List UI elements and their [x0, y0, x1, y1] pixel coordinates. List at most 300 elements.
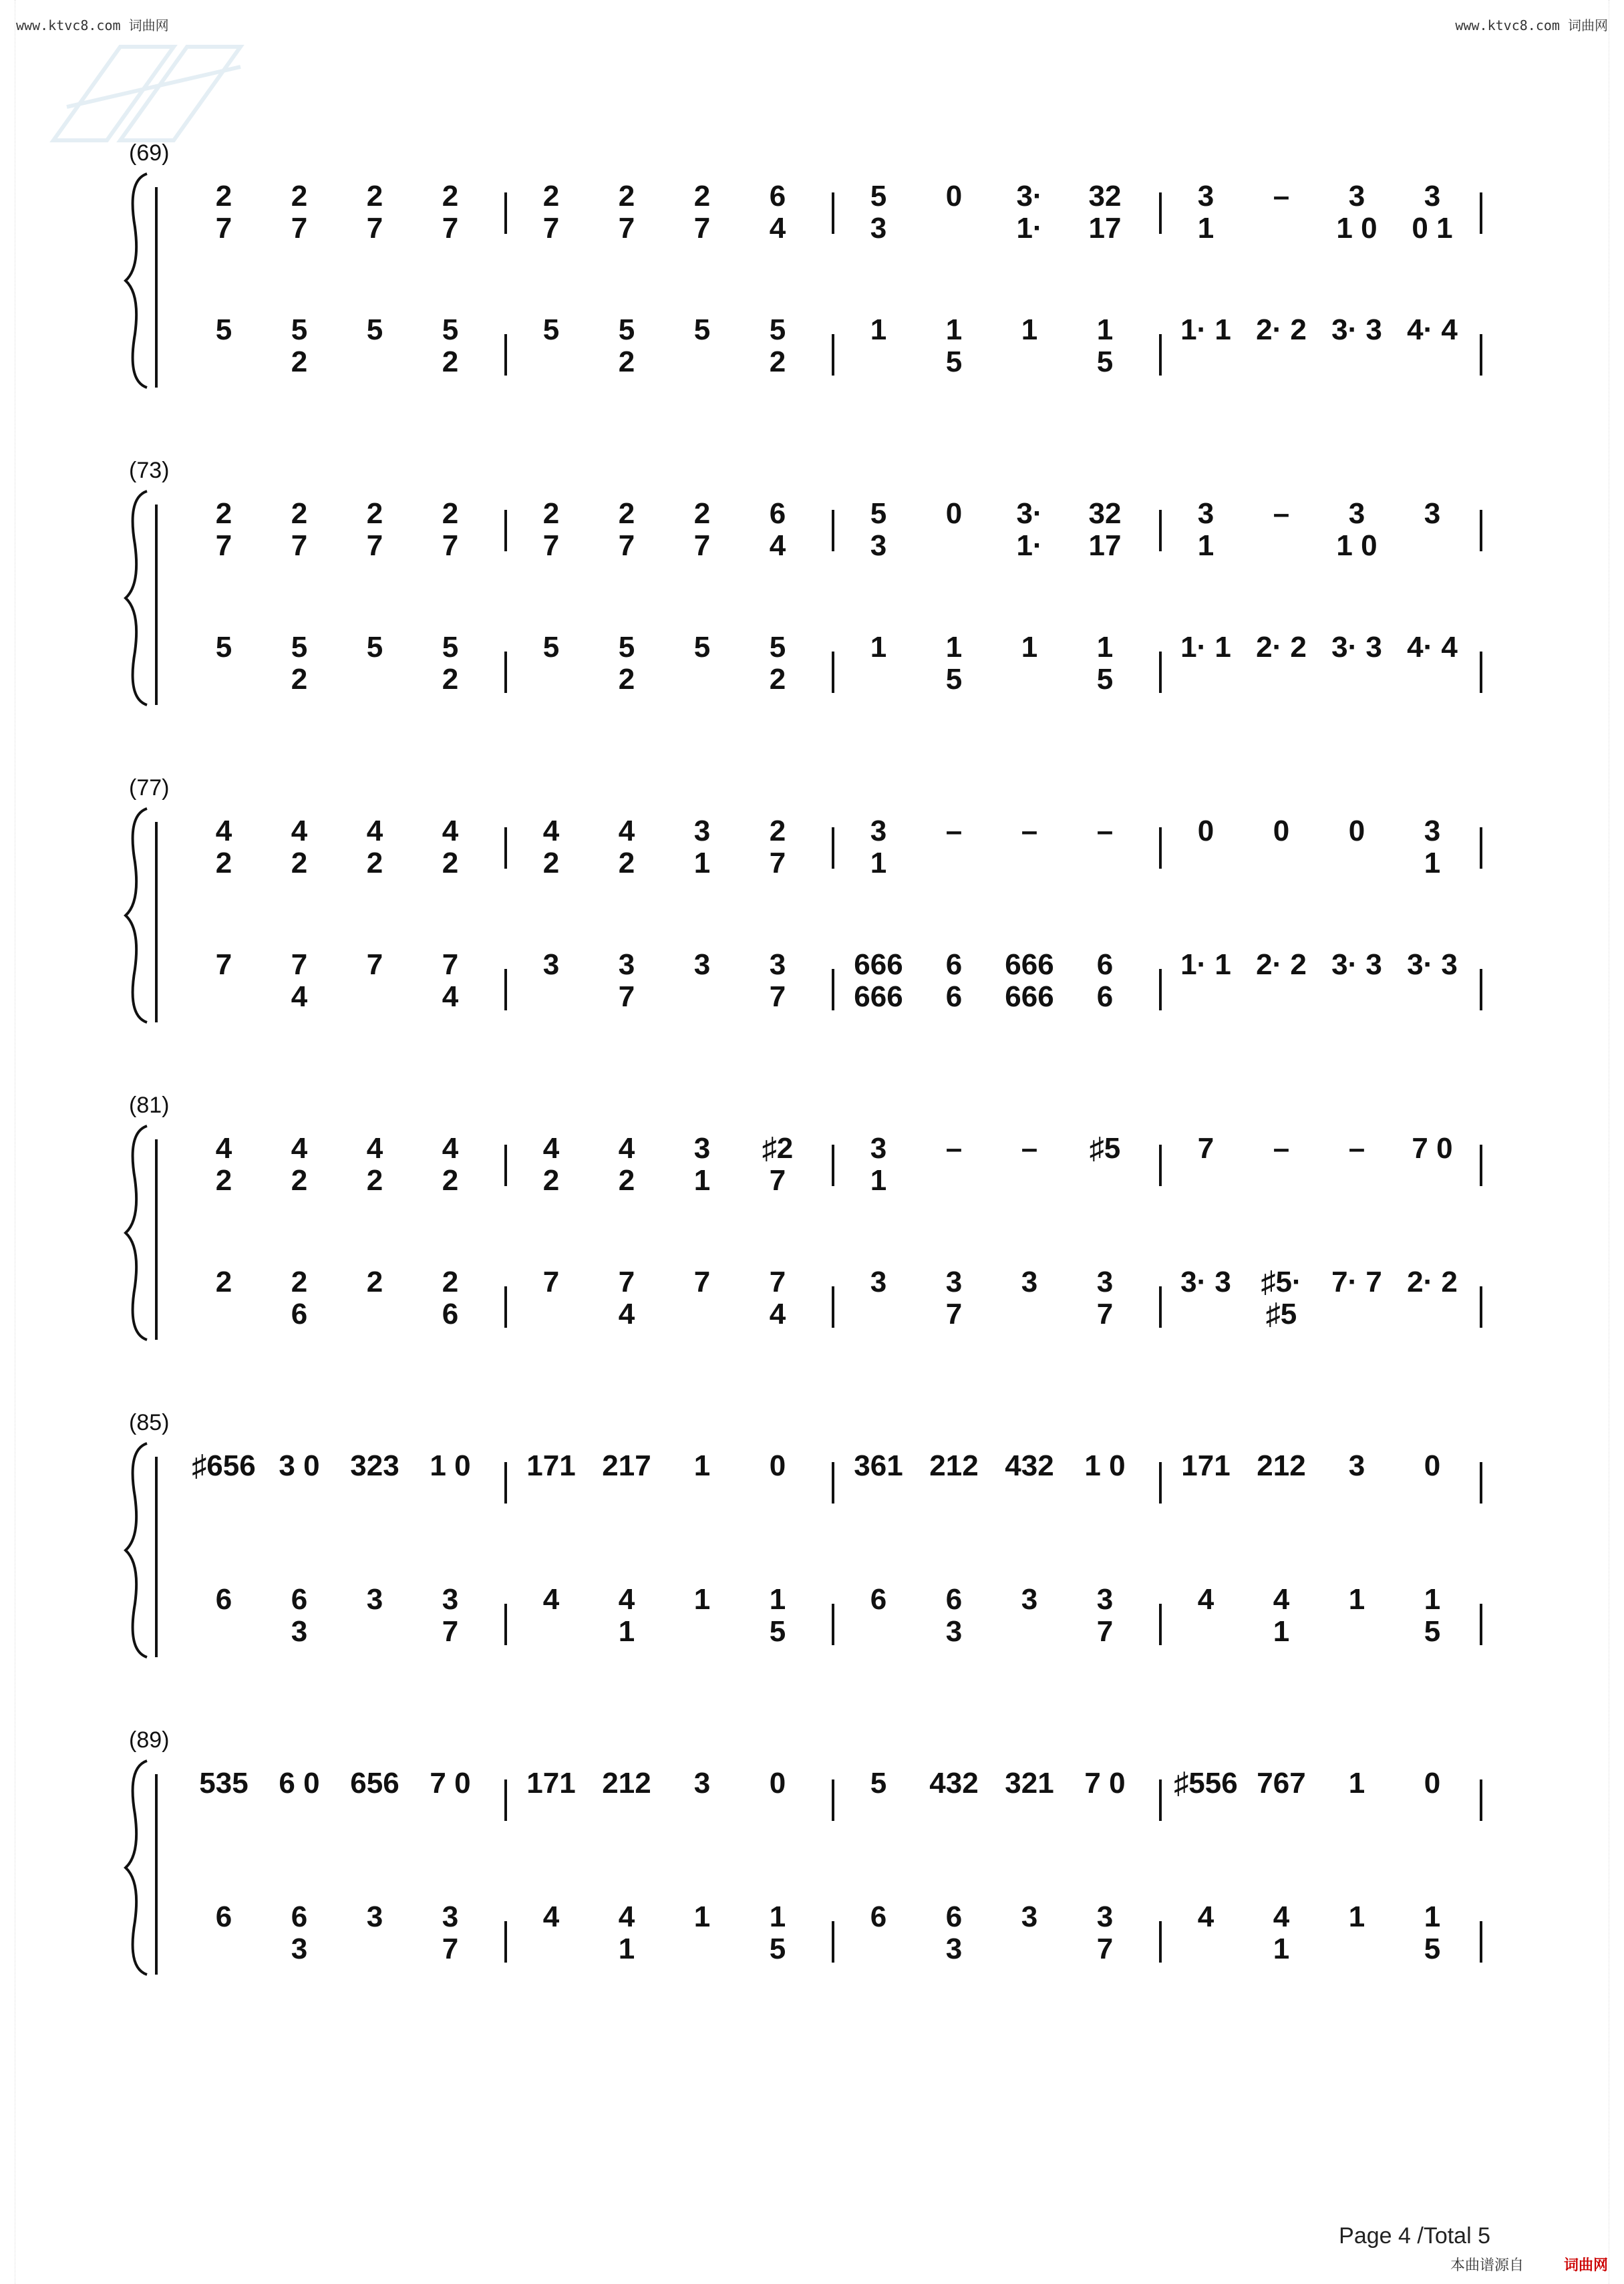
note-chord — [338, 1266, 412, 1298]
note-chord — [263, 498, 336, 562]
note-chord — [1320, 1767, 1394, 1800]
note-text: 2 — [542, 1164, 560, 1197]
measure — [514, 1450, 842, 1530]
note-text: 7 — [693, 212, 711, 245]
note-chord — [842, 631, 915, 664]
measure — [842, 631, 1169, 712]
note-chord — [1396, 815, 1469, 879]
note-chord — [1169, 1767, 1243, 1800]
note-chord — [665, 314, 739, 346]
header-left: www.ktvc8.com 词曲网 — [16, 17, 169, 33]
note-text: 3· 3 — [1331, 948, 1382, 981]
note-chord — [187, 1767, 261, 1800]
note-chord — [1068, 1450, 1142, 1482]
note-text: 212 — [602, 1767, 651, 1800]
note-text: 1 0 — [1336, 529, 1377, 562]
note-text: 4 — [215, 1132, 232, 1165]
measure — [187, 1901, 514, 1981]
note-chord — [1068, 498, 1142, 562]
note-text: 535 — [199, 1767, 249, 1800]
measure-number: (89) — [129, 1727, 170, 1753]
note-text: 171 — [526, 1449, 576, 1482]
note-chord — [1068, 1901, 1142, 1965]
note-text: 4 — [769, 212, 786, 245]
note-text: 171 — [1181, 1449, 1231, 1482]
note-text: 4 — [291, 815, 308, 847]
note-chord — [590, 1767, 663, 1800]
note-text: 4 — [442, 1132, 459, 1165]
note-chord — [1320, 815, 1394, 847]
note-chord — [1245, 631, 1318, 664]
measure — [1169, 1901, 1496, 1981]
note-chord — [665, 1133, 739, 1197]
note-text: 7 — [215, 212, 232, 245]
note-chord — [1245, 949, 1318, 981]
note-text: 1 — [945, 631, 963, 664]
note-chord — [414, 1266, 487, 1330]
note-text: 5 — [291, 313, 308, 346]
note-text: 323 — [350, 1449, 399, 1482]
note-text: 5 — [366, 313, 383, 346]
note-text: 7 — [1096, 1933, 1114, 1965]
note-text: 3 — [291, 1615, 308, 1648]
note-text: 171 — [526, 1767, 576, 1800]
measure — [514, 498, 842, 578]
note-chord — [414, 1450, 487, 1482]
music-system — [120, 1410, 1510, 1677]
note-text: 7 — [618, 212, 635, 245]
note-text: 1· 1 — [1180, 948, 1231, 981]
note-text: 3 — [1197, 180, 1214, 212]
treble-staff — [187, 498, 1510, 578]
note-text: 5 — [1096, 663, 1114, 696]
note-text: 2 — [693, 180, 711, 212]
note-text: 0 — [769, 1767, 786, 1800]
system-brace — [120, 802, 160, 1029]
note-chord — [741, 1133, 814, 1197]
note-text: 2 — [618, 345, 635, 378]
note-chord — [263, 815, 336, 879]
note-chord — [1169, 1584, 1243, 1616]
note-text: 3 — [1424, 180, 1441, 212]
note-chord — [741, 949, 814, 1013]
measure — [514, 815, 842, 895]
note-chord — [338, 1450, 412, 1482]
watermark-logo — [40, 27, 281, 154]
measure — [187, 815, 514, 895]
note-text: 7 — [442, 1933, 459, 1965]
note-text: 1 — [1273, 1615, 1290, 1648]
measure — [842, 1584, 1169, 1664]
note-chord — [1320, 631, 1394, 664]
note-text: 4· 4 — [1407, 631, 1458, 664]
note-text: 1 0 — [1084, 1449, 1126, 1482]
note-text: 2 — [442, 345, 459, 378]
note-text: 7· 7 — [1331, 1266, 1382, 1298]
note-text: 2 — [366, 497, 383, 530]
note-text: 4 — [542, 815, 560, 847]
note-text: 2 — [291, 1164, 308, 1197]
note-text: 666 — [854, 948, 903, 981]
note-chord — [917, 1266, 991, 1330]
note-text: 7 — [693, 529, 711, 562]
note-text: 4 — [769, 1298, 786, 1330]
note-text: 4 — [1197, 1900, 1214, 1933]
note-text: 7 — [542, 212, 560, 245]
note-chord — [665, 498, 739, 562]
note-text: 4 — [542, 1132, 560, 1165]
note-text: 3· — [1016, 497, 1043, 530]
note-text: 3 — [1021, 1266, 1038, 1298]
note-text: 1· 1 — [1180, 631, 1231, 664]
note-chord — [842, 314, 915, 346]
note-text: 7 — [542, 529, 560, 562]
note-text: 0 — [769, 1449, 786, 1482]
note-chord — [590, 180, 663, 245]
note-chord — [1068, 1767, 1142, 1800]
note-chord — [338, 631, 412, 664]
note-chord — [590, 1901, 663, 1965]
note-text: 4 — [291, 980, 308, 1013]
measure — [1169, 1584, 1496, 1664]
note-text: 3· 3 — [1180, 1266, 1231, 1298]
note-text: 6 — [291, 1298, 308, 1330]
note-text: 7 0 — [1084, 1767, 1126, 1800]
note-text: 3 — [618, 948, 635, 981]
note-chord — [187, 1450, 261, 1482]
note-chord — [1320, 1584, 1394, 1616]
note-text: 3 0 — [279, 1449, 320, 1482]
note-chord — [1169, 180, 1243, 245]
note-chord — [1068, 1266, 1142, 1330]
note-chord — [1245, 1901, 1318, 1965]
note-text: 7 — [366, 212, 383, 245]
note-text: 3· 3 — [1331, 631, 1382, 664]
note-text: 3 — [1096, 1266, 1114, 1298]
note-chord — [1245, 1266, 1318, 1330]
measure-number: (77) — [129, 775, 170, 801]
note-text: 4 — [769, 529, 786, 562]
note-text: 3 — [769, 948, 786, 981]
note-chord — [590, 1450, 663, 1482]
note-text: 1· — [1016, 212, 1043, 245]
note-text: 6 — [870, 1900, 887, 1933]
note-chord — [993, 815, 1066, 847]
note-chord — [590, 815, 663, 879]
treble-staff — [187, 1767, 1510, 1848]
note-chord — [741, 314, 814, 378]
note-chord — [338, 1767, 412, 1800]
note-text: – — [945, 1132, 963, 1165]
measure — [842, 1133, 1169, 1213]
note-text: 7 — [215, 529, 232, 562]
note-chord — [993, 314, 1066, 346]
note-chord — [338, 815, 412, 879]
note-chord — [514, 1767, 588, 1800]
note-chord — [741, 1767, 814, 1800]
note-chord — [187, 631, 261, 664]
note-text: 3 — [1096, 1900, 1114, 1933]
system-line — [155, 1774, 158, 1975]
note-chord — [263, 1133, 336, 1197]
note-chord — [1068, 314, 1142, 378]
note-text: 1 — [769, 1900, 786, 1933]
note-text: 6 — [769, 497, 786, 530]
note-chord — [842, 815, 915, 879]
note-text: ♯556 — [1174, 1767, 1238, 1800]
note-text: 5 — [442, 631, 459, 664]
note-text: 656 — [350, 1767, 399, 1800]
note-text: 1 — [870, 313, 887, 346]
note-chord — [1320, 314, 1394, 346]
note-text: 2 — [769, 815, 786, 847]
note-chord — [414, 498, 487, 562]
note-chord — [514, 498, 588, 562]
note-text: 4 — [215, 815, 232, 847]
note-text: 7 — [442, 948, 459, 981]
note-chord — [993, 1266, 1066, 1298]
note-text: 3 — [870, 212, 887, 245]
note-chord — [338, 1901, 412, 1933]
note-chord — [1396, 498, 1469, 530]
note-chord — [842, 1767, 915, 1800]
note-text: 5 — [693, 313, 711, 346]
note-text: 3 — [1021, 1583, 1038, 1616]
treble-staff — [187, 1133, 1510, 1213]
note-text: 0 1 — [1412, 212, 1453, 245]
note-chord — [1396, 180, 1469, 245]
measure — [1169, 314, 1496, 394]
bass-staff — [187, 314, 1510, 394]
note-text: 0 — [1197, 815, 1214, 847]
note-text: 6 — [215, 1583, 232, 1616]
note-chord — [917, 498, 991, 530]
note-text: ♯2 — [762, 1132, 794, 1165]
measure — [514, 1133, 842, 1213]
note-text: – — [1096, 815, 1114, 847]
note-text: 2 — [442, 180, 459, 212]
note-chord — [414, 949, 487, 1013]
note-chord — [1396, 1584, 1469, 1648]
note-chord — [1396, 1767, 1469, 1800]
note-chord — [665, 1450, 739, 1482]
note-text: 6 — [215, 1900, 232, 1933]
note-chord — [514, 180, 588, 245]
note-chord — [741, 1901, 814, 1965]
note-text: 1 — [1096, 313, 1114, 346]
note-text: 212 — [1257, 1449, 1306, 1482]
note-text: 5 — [215, 313, 232, 346]
note-chord — [514, 631, 588, 664]
note-text: 2 — [442, 497, 459, 530]
music-system — [120, 775, 1510, 1042]
note-text: 4 — [1273, 1900, 1290, 1933]
note-chord — [1068, 1584, 1142, 1648]
note-text: 2 — [542, 497, 560, 530]
note-chord — [917, 631, 991, 696]
note-chord — [1169, 631, 1243, 664]
note-chord — [993, 1584, 1066, 1616]
note-text: 2 — [215, 847, 232, 879]
note-text: 7 — [1096, 1615, 1114, 1648]
note-text: 7 — [1197, 1132, 1214, 1165]
note-text: 7 — [618, 529, 635, 562]
note-text: 1 — [1021, 313, 1038, 346]
note-text: 5 — [366, 631, 383, 664]
note-chord — [993, 1767, 1066, 1800]
note-text: 1 — [870, 631, 887, 664]
note-text: 5 — [618, 631, 635, 664]
note-text: 3 — [1197, 497, 1214, 530]
note-chord — [993, 949, 1066, 1013]
note-chord — [187, 314, 261, 346]
note-text: 4 — [618, 1298, 635, 1330]
note-text: 5 — [693, 631, 711, 664]
note-text: 7 — [366, 529, 383, 562]
header-right: www.ktvc8.com 词曲网 — [1455, 17, 1608, 33]
measure — [514, 1584, 842, 1664]
note-chord — [917, 314, 991, 378]
note-text: 4 — [618, 1900, 635, 1933]
note-chord — [1169, 314, 1243, 346]
note-chord — [263, 1450, 336, 1482]
measure — [514, 1266, 842, 1346]
note-text: 1 — [693, 1900, 711, 1933]
note-chord — [1320, 180, 1394, 245]
note-text: 17 — [1088, 212, 1122, 245]
page-indicator: Page 4 /Total 5 — [1339, 2223, 1490, 2249]
note-text: 3 — [442, 1583, 459, 1616]
note-chord — [741, 1584, 814, 1648]
note-text: 7 — [291, 212, 308, 245]
system-line — [155, 1457, 158, 1657]
note-text: 4 — [618, 815, 635, 847]
note-chord — [1245, 498, 1318, 530]
note-chord — [665, 815, 739, 879]
note-text: 1 — [1273, 1933, 1290, 1965]
note-chord — [1169, 1450, 1243, 1482]
note-chord — [590, 631, 663, 696]
note-chord — [1169, 949, 1243, 981]
note-text: 1 — [693, 1164, 711, 1197]
note-chord — [514, 1266, 588, 1298]
note-text: 217 — [602, 1449, 651, 1482]
note-text: 7 — [1096, 1298, 1114, 1330]
note-text: 2 — [291, 663, 308, 696]
note-text: 5 — [945, 663, 963, 696]
measure — [1169, 180, 1496, 261]
note-chord — [187, 1901, 261, 1933]
note-text: 2 — [291, 345, 308, 378]
measure — [187, 498, 514, 578]
bass-staff — [187, 1901, 1510, 1981]
note-chord — [514, 815, 588, 879]
note-text: 1 — [693, 1583, 711, 1616]
note-text: 2 — [442, 1266, 459, 1298]
note-text: 1 — [1096, 631, 1114, 664]
note-text: 7 — [291, 948, 308, 981]
note-text: 2 — [769, 663, 786, 696]
note-text: 2 — [215, 1266, 232, 1298]
note-chord — [993, 498, 1066, 562]
note-text: 2 — [618, 663, 635, 696]
note-text: 0 — [1273, 815, 1290, 847]
note-text: 0 — [945, 497, 963, 530]
note-chord — [665, 1767, 739, 1800]
note-text: 3 — [442, 1900, 459, 1933]
note-text: 7 — [693, 1266, 711, 1298]
note-text: 2 — [366, 1164, 383, 1197]
note-text: ♯5 — [1089, 1132, 1121, 1165]
note-chord — [1169, 815, 1243, 847]
measure — [187, 1584, 514, 1664]
note-text: 7 — [442, 1615, 459, 1648]
note-text: – — [1348, 1132, 1365, 1165]
note-chord — [590, 1133, 663, 1197]
note-text: 1 — [618, 1933, 635, 1965]
note-chord — [665, 1584, 739, 1616]
note-text: 432 — [1005, 1449, 1054, 1482]
note-text: 1 — [1424, 1900, 1441, 1933]
bass-staff — [187, 1266, 1510, 1346]
note-chord — [263, 1767, 336, 1800]
note-text: 5 — [945, 345, 963, 378]
system-line — [155, 505, 158, 705]
measure — [514, 949, 842, 1029]
measure — [1169, 949, 1496, 1029]
note-text: 666 — [1005, 980, 1054, 1013]
note-text: 3 — [870, 815, 887, 847]
note-text: 32 — [1088, 180, 1122, 212]
note-text: 6 — [945, 948, 963, 981]
note-chord — [1068, 180, 1142, 245]
note-text: 767 — [1257, 1767, 1306, 1800]
measure — [842, 815, 1169, 895]
measure-number: (85) — [129, 1410, 170, 1435]
note-chord — [1068, 631, 1142, 696]
note-text: 2 — [366, 180, 383, 212]
note-chord — [842, 1901, 915, 1933]
note-text: 3 — [1348, 1449, 1365, 1482]
note-chord — [993, 180, 1066, 245]
measure — [1169, 631, 1496, 712]
note-text: 7 — [542, 1266, 560, 1298]
note-chord — [1068, 815, 1142, 847]
note-text: 1· 1 — [1180, 313, 1231, 346]
note-chord — [414, 1901, 487, 1965]
note-chord — [1169, 1901, 1243, 1933]
note-text: 2 — [366, 847, 383, 879]
measure-number: (81) — [129, 1093, 170, 1118]
note-chord — [917, 1767, 991, 1800]
note-chord — [414, 1133, 487, 1197]
note-chord — [590, 314, 663, 378]
measure — [842, 1767, 1169, 1848]
note-chord — [842, 498, 915, 562]
note-text: 2 — [442, 663, 459, 696]
note-text: 7 0 — [1412, 1132, 1453, 1165]
note-chord — [741, 1450, 814, 1482]
measure — [187, 314, 514, 394]
system-brace — [120, 1754, 160, 1981]
measure — [842, 314, 1169, 394]
measure — [1169, 1767, 1496, 1848]
note-text: 321 — [1005, 1767, 1054, 1800]
note-text: 3 — [1424, 815, 1441, 847]
note-chord — [1320, 1266, 1394, 1298]
note-text: 6 — [945, 1583, 963, 1616]
note-text: 2 — [291, 1266, 308, 1298]
